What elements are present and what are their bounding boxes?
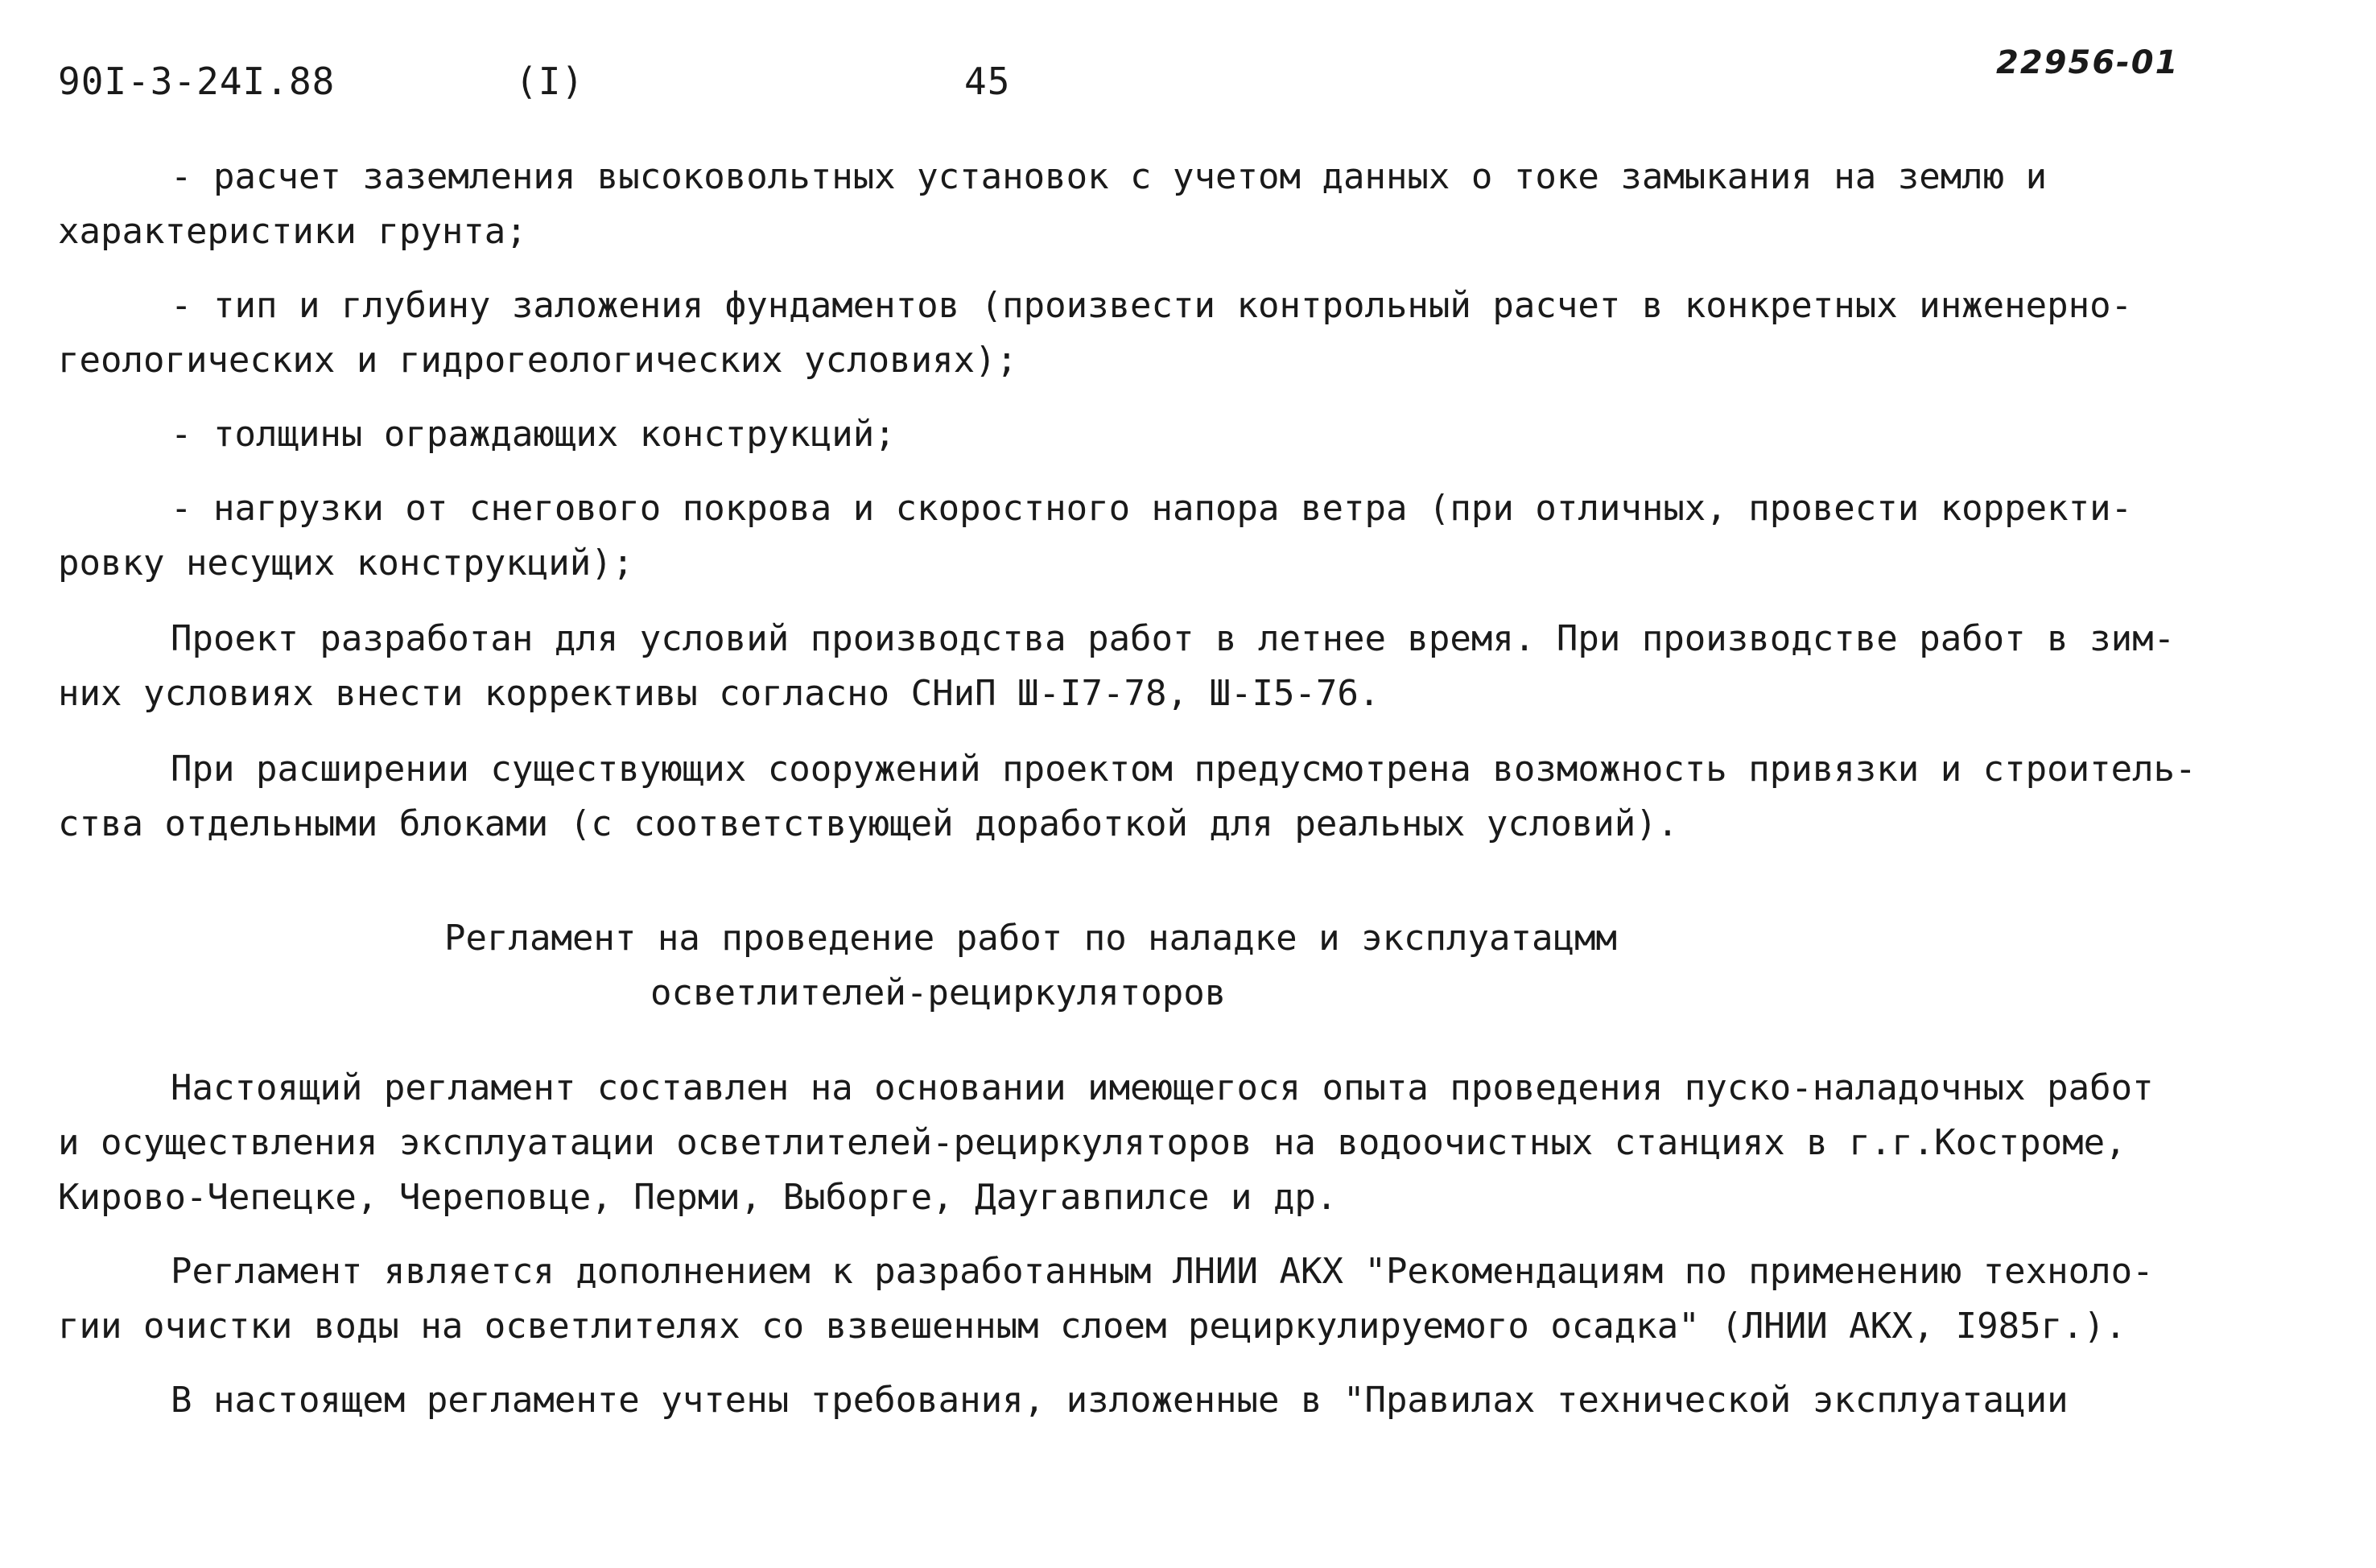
page-number: 45 xyxy=(964,60,1011,103)
text-line: Регламент является дополнением к разработанным ЛНИИ АКХ "Рекомендациям по применению техноло- xyxy=(171,1251,2154,1292)
text-line: гии очистки воды на осветлителях со взвешенным слоем рециркулируемого осадка" (ЛНИИ АКХ, I985г.). xyxy=(58,1306,2126,1347)
section-title-line-2: осветлителей-рециркуляторов xyxy=(650,972,1227,1013)
document-code: 90I-3-24I.88 xyxy=(58,60,336,103)
text-line: них условиях внести коррективы согласно СНиП Ш-I7-78, Ш-I5-76. xyxy=(58,673,1380,714)
text-line: - тип и глубину заложения фундаментов (произвести контрольный расчет в конкретных инженерно- xyxy=(171,285,2133,326)
text-line: Проект разработан для условий производства работ в летнее время. При производстве работ в зим- xyxy=(171,618,2176,659)
text-line: При расширении существующих сооружений проектом предусмотрена возможность привязки и строитель- xyxy=(171,749,2197,790)
text-line: - расчет заземления высоковольтных установок с учетом данных о токе замыкания на землю и xyxy=(171,156,2048,197)
text-line: геологических и гидрогеологических условиях); xyxy=(58,340,1018,381)
inventory-stamp: 22956-01 xyxy=(1996,44,2180,81)
text-line: - нагрузки от снегового покрова и скоростного напора ветра (при отличных, провести корректи- xyxy=(171,488,2133,529)
text-line: Кирово-Чепецке, Череповце, Перми, Выборге, Даугавпилсе и др. xyxy=(58,1177,1338,1218)
text-line: характеристики грунта; xyxy=(58,211,527,252)
text-line: ровку несущих конструкций); xyxy=(58,543,634,584)
text-line: и осуществления эксплуатации осветлителей-рециркуляторов на водоочистных станциях в г.г.Костроме, xyxy=(58,1122,2126,1163)
section-title-line-1: Регламент на проведение работ по наладке и эксплуатацмм xyxy=(444,918,1617,959)
text-line: Настоящий регламент составлен на основании имеющегося опыта проведения пуско-наладочных работ xyxy=(171,1067,2154,1108)
text-line: В настоящем регламенте учтены требования, изложенные в "Правилах технической эксплуатации xyxy=(171,1380,2069,1421)
sheet-number: (I) xyxy=(515,60,585,103)
text-line: - толщины ограждающих конструкций; xyxy=(171,414,896,455)
text-line: ства отдельными блоками (с соответствующей доработкой для реальных условий). xyxy=(58,803,1679,844)
